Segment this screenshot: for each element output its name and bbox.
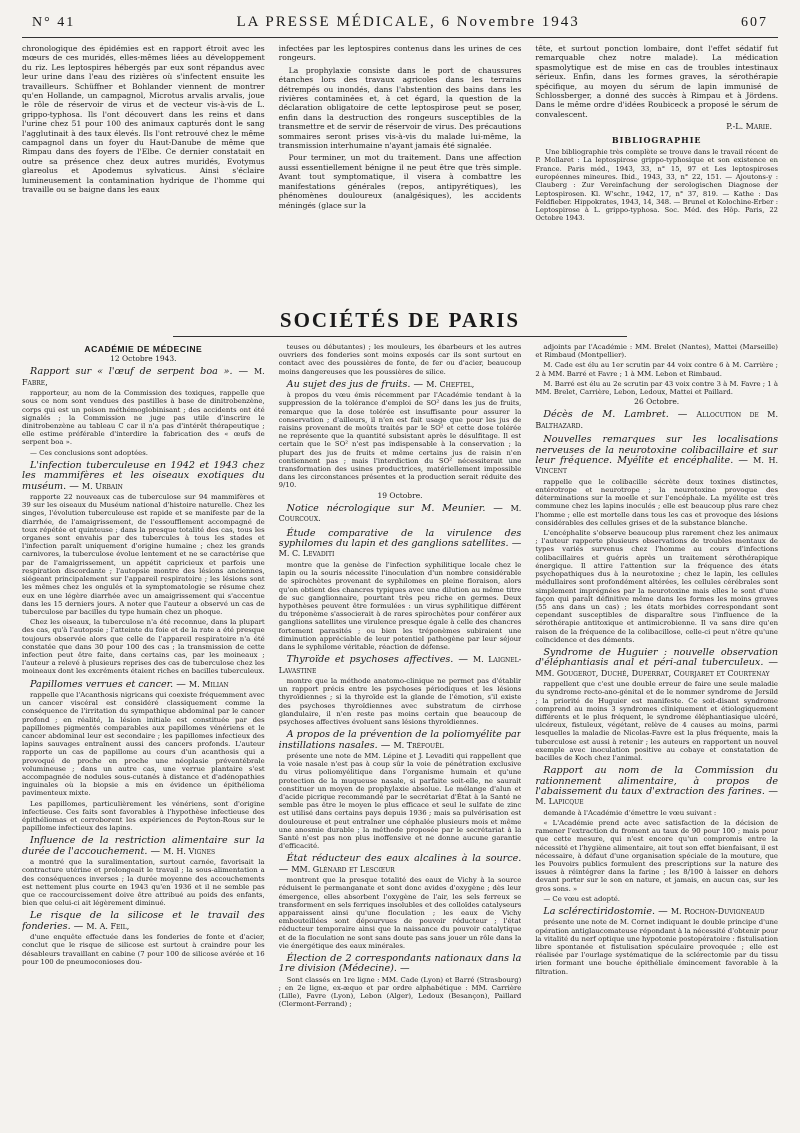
paragraph: rappelle que le colibacille sécrète deux toxines distinctes, entérotrope et neurotrope ; la neurotoxine provoque des déterminations sur la moelle et sur l'encéphale. La myélite est très commune chez les lapins inoculés ; elle est beaucoup plus rare chez l'homme ; elle est mortelle dans tous les cas et provoque des lésions considérables des cellules grises et de la substance blanche. [535,477,779,527]
paragraph: — Ces conclusions sont adoptées. [30,448,148,457]
report-heading: L'infection tuberculeuse en 1942 et 1943 chez les mammifères et les oiseaux exotiques du muséum. — M. Urbain [22,459,265,492]
paragraph: présente une note de MM. Lépine et J. Levaditi qui rappellent que la voie nasale n'est pas à coup sûr la voie de pénétration exclusive du virus poliomyélitique dans l'organisme humain et qu'une protection de la muqueuse nasale, si parfaite soit-elle, ne saurait constituer un moyen de prophylaxie absolue. Le mélange d'alun et d'acide picrique recommandé par le secrétariat d'État à la Santé ne semble pas être le moyen le plus efficace et seul le sulfate de zinc est utilisé dans certains pays depuis 1936 ; mais sa pulvérisation est douloureuse et peut entraîner une céphalée plusieurs mois et même une anosmie durable ; la méthode proposée par le secrétariat à la Santé n'est pas non plus inoffensive et ne donne aucune garantie d'efficacité. [278,751,522,851]
paragraph: rapporte 22 nouveaux cas de tuberculose sur 94 mammifères et 39 sur les oiseaux du Muséum national d'histoire naturelle. Chez les singes, l'évolution tuberculeuse est rapide et se manifeste par de la diarrhée, de l'amaigrissement, de l'essoufflement accompagné de toux répétée et quinteuse ; dans la presque totalité des cas, tous les organes sont envahis par des tubercules à tous les stades et l'infection paraît uniquement d'origine humaine ; chez les grands carnivores, la tuberculose évolue lentement et ne se caractérise que par de l'amaigrissement, un appétit capricieux et parfois une respiration discordante ; l'autopsie montre des lésions anciennes, siégeant principalement sur l'appareil respiratoire ; les lésions sont les mêmes chez les ongulés et la symptomatologie se résume chez eux en une légère diarrhée avec un amaigrissement qui s'accentue dans les 15 derniers jours. A noter que l'auteur a observé un cas de tuberculose par bacilles du type humain chez un phoque. [22,493,265,616]
report-heading: Nouvelles remarques sur les localisations nerveuses de la neurotoxine colibacillaire et sur leur fréquence. Myélite et encéphalite. — M. H. Vincent [535,434,779,476]
bottom-column-3 [535,343,778,1133]
paragraph: montre que la genèse de l'infection syphilitique locale chez le lapin ou la souris nécessite l'inoculation d'un nombre considérable de spirochètes provenant de syphilomes en pleine floraison, alors qu'on obtient des chancres typiques avec une dilution au même titre de suc ganglionnaire, pourtant très peu riche en germes. Deux hypothèses peuvent être formulées : un virus syphilitique différent du tréponème s'associerait à de rares spirochètes pour conférer aux ganglions satellites une virulence presque égale à celle des chancres fortement parasités ; ou bien les tréponèmes subiraient une diminution appréciable de leur potentiel pathogène par leur séjour dans le syphilome véritable, réaction de défense. [278,560,522,651]
session-date: 26 Octobre. [634,397,680,407]
report-heading: Au sujet des jus de fruits. — M. Cheftel, [286,378,475,390]
report-heading: Élection de 2 correspondants nationaux dans la 1re division (Médecine). — [278,953,522,975]
paragraph: La prophylaxie consiste dans le port de chaussures étanches lors des travaux agricoles dans les terrains détrempés ou inondés, dans l'abstention des bains dans les rivières contaminées et, à cet égard, la question de la déclaration obligatoire de cette leptospirose peut se poser, enfin dans la destruction des rongeurs susceptibles de la transmettre et de servir de réservoir de virus. Des précautions sommaires seront prises vis-à-vis du malade lui-même, la transmission interhumaine n'ayant jamais été signalée. [278,65,522,151]
report-heading: Le risque de la silicose et le travail des fonderies. — M. A. Feil, [22,910,265,932]
paragraph: montre que la méthode anatomo-clinique ne permet pas d'établir un rapport précis entre les psychoses périodiques et les lésions thyroïdiennes ; si la thyroïde est la glande de l'émotion, s'il existe des psychoses thyroïdiennes avec substratum de cirrhose glandulaire, il n'en reste pas moins certain que beaucoup de psychoses affectives évoluent sans lésions thyroïdiennes. [278,676,522,726]
report-heading: Rapport sur « l'œuf de serpent boa ». — M. Fabre, [22,366,265,387]
paragraph: d'une enquête effectuée dans les fonderies de fonte et d'acier, conclut que le risque de silicose est surtout à craindre pour les désableurs travaillant en cabine (7 pour 100 de silicose avérée et 16 pour 100 de pneumoconioses dou- [22,933,265,966]
paragraph: M. Barré est élu au 2e scrutin par 43 voix contre 3 à M. Favre ; 1 à MM. Brelet, Carrière, Lebon, Ledoux, Mattei et Paillard. [535,379,779,397]
top-column-3 [535,44,778,304]
report-heading: Papillomes verrues et cancer. — M. Milian [30,678,229,690]
paragraph: — Ce vœu est adopté. [543,894,620,903]
paragraph: tête, et surtout ponction lombaire, dont l'effet sédatif fut remarquable chez notre malade). La médication spasmolytique est de mise en cas de troubles intestinaux sérieux. Enfin, dans les formes graves, la sérothérapie spécifique, au moyen du sérum de lapin immunisé de Schlossberger, a donné des succès à Rimpau et à Jördens. Dans le même ordre d'idées Roubiceck a proposé le sérum de convalescent. [535,44,779,119]
report-heading: Rapport au nom de la Commission du rationnement alimentaire, à propos de l'abaissement du taux d'extraction des farines. — M. Lapicque [535,765,779,807]
session-date: 19 Octobre. [377,490,423,500]
paragraph: Chez les oiseaux, la tuberculose n'a été reconnue, dans la plupart des cas, qu'à l'autopsie ; l'atteinte du foie et de la rate a été presque toujours observée alors que celle de l'appareil respiratoire n'a été constatée que dans 30 pour 100 des cas ; la transmission de cette infection peut être faite, dans certains cas, par les moineaux ; l'auteur a relevé à plusieurs reprises des cas de tuberculose chez les moineaux dont les excréments étaient riches en bacilles tuberculeux. [22,618,265,676]
report-heading: Étude comparative de la virulence des syphilomes du lapin et des ganglions satellites. — M. C. Levaditi [278,527,522,559]
paragraph: demande à l'Académie d'émettre le vœu suivant : [543,808,717,817]
bibliography-title: BIBLIOGRAPHIE [611,134,702,145]
paragraph: rapporteur, au nom de la Commission des toxiques, rappelle que sous ce nom sont vendues des pastilles à base de dinitrobenzène, corps qui est un poison méthémoglobinisant ; des accidents ont été signalés ; la Commission ne juge pas utile d'inscrire le dinitrobenzène au tableau C car il n'a pas d'intérêt thérapeutique ; elle estime préférable d'interdire la fabrication des « œufs de serpent boa ». [22,389,265,447]
paragraph: chronologique des épidémies est en rapport étroit avec les mœurs de ces muridés, elles-mêmes liées au développement du riz. Les leptospires hébergés par eux sont répandus avec leur urine dans l'eau des rizières où s'infectent ensuite les travailleurs. Schüffner et Bohlander viennent de montrer qu'en Hollande, un campagnol, Microtus arvalis arvalis, joue le rôle de réservoir de virus et de vecteur vis-à-vis de L. grippo-typhosa. Ils l'ont découvert dans les reins et dans l'urine chez 51 pour 100 des animaux capturés dont le sang l'agglutinait à des taux élevés. Ils l'ont retrouvé chez le même campagnol dans un foyer du Haut-Danube de même que Rimpau dans des foyers de l'Elbe. Ce dernier constatait en outre sa présence chez deux autres muridés, Evotymus glareolus et Apodemus sylvaticus. Ainsi s'éclaire lumineusement la contamination hydrique de l'homme qui travaille ou se baigne dans les eaux [22,44,265,195]
paragraph: présente une note de M. Cornet indiquant le double principe d'une opération antiglaucomateuse répondant à la nécessité d'obtenir pour la vitalité du nerf optique une hypotonie postopératoire : fistulisation libre spontanée et fistulisation spéculaire provoquée ; elle est réalisée par l'ourlage systématique de la sclérectomie par du tissu irien formant une bouche épithéliale émincement favorable à la filtration. [535,918,779,976]
paragraph: M. Cade est élu au 1er scrutin par 44 voix contre 6 à M. Carrière ; 2 à MM. Barré et Favre ; 1 à MM. Lebon et Rimbaud. [535,361,779,378]
top-column-2 [279,44,522,304]
author-signature: P.-L. Marie. [726,122,773,132]
paragraph: « L'Académie prend acte avec satisfaction de la décision de ramener l'extraction du froment au taux de 90 pour 100 ; mais pour que cette mesure, qui n'est encore qu'un compromis entre la nécessité et l'hygiène alimentaire, ait tout son effet bienfaisant, il est nécessaire, à défaut d'une organisation spéciale de la mouture, que les Pouvoirs publics formulent des prescriptions sur la nature des issues à réintégrer dans la farine ; les 8/100 à laisser en dehors devant porter sur le son en nature, et jamais, en aucun cas, sur les gros sons. » [535,819,779,893]
report-heading: Syndrome de Huguier : nouvelle observation d'éléphantiasis anal et péri-anal tuberculeux. — MM. Gougerot, Duché, Duperrat, Courjaret et Courtenay [535,646,779,678]
top-column-1 [22,44,265,304]
report-heading: État réducteur des eaux alcalines à la source. — MM. Glénard et Lescœur [278,853,522,875]
report-heading: Influence de la restriction alimentaire sur la durée de l'accouchement. — M. H. Vignes [22,835,265,857]
bottom-column-1 [22,343,265,1133]
report-heading: La sclérectiridostomie. — M. Rochon-Duvigneaud [543,906,765,918]
divider [173,336,627,337]
report-heading: A propos de la prévention de la poliomyélite par instillations nasales. — M. Tréfouël [278,729,522,751]
report-heading: Thyroïde et psychoses affectives. — M. Laignel-Lavastine [278,654,522,675]
academy-heading: ACADÉMIE DE MÉDECINE [84,344,203,354]
running-head [22,14,778,38]
society-reports [22,343,778,1133]
report-heading: Notice nécrologique sur M. Meunier. — M. Courcoux. [278,502,522,524]
paragraph: L'encéphalite s'observe beaucoup plus rarement chez les animaux ; l'auteur rapporte plusieurs observations de troubles mentaux de types variés survenus chez l'homme au cours d'infections colibacillaires et guéris après un traitement sérothérapique énergique. Il attire l'attention sur la fréquence des états psychopathiques dus à la neurotoxine ; chez le lapin, les cellules médullaires sont profondément altérées, les cellules cérébrales sont simplement imprégnées par la neurotoxine mais elles le sont d'une façon qui paraît définitive même dans les formes les moins graves (55 ans dans un cas) ; les états morbides correspondant sont cependant susceptibles de disparaître sous l'influence de la sérothérapie antitoxique et antimicrobienne. Il va sans dire qu'en raison de la fréquence de la colibacillose, celle-ci peut n'être qu'une coïncidence et des déments. [535,529,779,644]
paragraph: a montré que la suralimentation, surtout carnée, favorisait la contracture utérine et prolongeait le travail ; la sous-alimentation a des conséquences inverses ; la durée moyenne des accouchements est nettement plus courte en 1943 qu'en 1936 et il ne semble pas que ce raccourcissement doive être attribué au poids des enfants, bien que celui-ci ait légèrement diminué. [22,858,265,908]
paragraph: rappelle que l'Acanthosis nigricans qui coexiste fréquemment avec un cancer viscéral est considéré classiquement comme la conséquence de l'irritation du sympathique abdominal par le cancer profond ; en réalité, la lésion initiale est constituée par des papillomes pigmentés comparables aux papillomes vénériens et le cancer abdominal leur est secondaire ; les papillomes infectieux des lapins sauvages entraînent aussi des cancers profonds. L'auteur rapporte un cas de papillome au cours d'un acanthosis qui a provoqué de proche en proche une néoplasie préventébrale volumineuse ; dans un autre cas, une verrue plantaire s'est accompagnée de nodules sous-cutanés à distance et d'adénopathies inguinales où la biopsie a mis en évidence un épithélioma pavimenteux mixte. [22,690,265,798]
page-number: 607 [740,15,768,30]
bibliography-text: Une bibliographie très complète se trouve dans le travail récent de P. Mollaret : La leptospirose grippo-typhosique et son existence en France. Paris méd., 1943, 33, n° 15, 97 et Les leptospiroses européennes mineures. Ibid., 1943, 33, n° 22, 151. — Ajoutons-y : Clauberg : Zur Vereinfachung der serologischen Diagnose der Leptospirosen. Kl. W'schr., 1942, 17, n° 37, 819. — Kathe : Das Feldfieber. Hippokrates, 1943, 14, 348. — Brunel et Kolochine-Erber : Leptospirose à L. grippo-typhosa. Soc. Méd. des Hôp. Paris, 22 Octobre 1943. [535,148,779,223]
issue-number: N° 41 [32,15,76,30]
paragraph: infectées par les leptospires contenus dans les urines de ces rongeurs. [278,44,522,63]
paragraph: teuses ou débutantes) ; les mouleurs, les ébarbeurs et les autres ouvriers des fonderies sont moins exposés car ils sont surtout en contact avec des poussières de fonte, de fer ou d'acier, beaucoup moins dangereuses que les poussières de silice. [278,343,522,376]
bibliography [535,148,778,223]
paragraph: adjoints par l'Académie : MM. Brelet (Nantes), Mattei (Marseille) et Rimbaud (Montpellier). [535,343,779,360]
paragraph: Les papillomes, particulièrement les vénériens, sont d'origine infectieuse. Ces faits sont favorables à l'hypothèse infectieuse des épithéliomas et corroborent les expériences de Peyton-Rous sur le papillome infectieux des lapins. [22,799,265,833]
journal-title: LA PRESSE MÉDICALE, 6 Novembre 1943 [236,14,580,30]
paragraph: Pour terminer, un mot du traitement. Dans une affection aussi essentiellement bénigne il ne peut être que très simple. Avant tout symptomatique, il visera à combattre les manifestations générales (repos, antipyrétiques), les phénomènes douloureux (analgésiques), les accidents méningés (glace sur la [278,153,522,210]
section-title: SOCIÉTÉS DE PARIS [279,308,521,332]
article-continuation [22,44,778,304]
paragraph: Sont classés en 1re ligne : MM. Cade (Lyon) et Barré (Strasbourg) ; en 2e ligne, ex-æquo et par ordre alphabétique : MM. Carrière (Lille), Favre (Lyon), Lebon (Alger), Ledoux (Besançon), Paillard (Clermont-Ferrand) ; [278,975,522,1009]
paragraph: rappellent que c'est une double erreur de faire une seule maladie du syndrome recto-ano-génital et de le nommer syndrome de Jersild ; la priorité de Huguier est manifeste. Ce soit-disant syndrome comprend au moins 3 syndromes cliniquement et étiologiquement différents et le plus fréquent, le syndrome éléphantiasique ulcéré, ulcéreux, fistuleux, végétant, relève de 4 causes au moins, parmi lesquelles la maladie de Nicolas-Favre est la plus fréquente, mais la tuberculose est aussi à retenir ; les auteurs en rapportent un nouvel exemple avec inoculation positive au cobaye et constatation de bacilles de Koch chez l'animal. [535,680,779,762]
paragraph: à propos du vœu émis récemment par l'Académie tendant à la suppression de la tolérance d'emploi de SO² dans les jus de fruits, remarque que la dose tolérée est insuffisante pour assurer la conservation ; d'ailleurs, il n'en est fait usage que pour les jus de raisins provenant de moûts traités par le SO² et cette dose tolérée ne représente que la quantité subsistant après le désulfitage. Il est certain que le SO² n'est pas indispensable à la conservation ; la plupart des jus de fruits et même certains jus de raisin n'en contiennent pas ; mais l'interdiction du SO² nécessiterait une transformation des usines productrices, matériellement impossible dans les circonstances présentes et la production serait réduite des 9/10. [278,391,522,490]
bottom-column-2 [279,343,522,1133]
paragraph: montrent que la presque totalité des eaux de Vichy à la source réduisent le permanganate et sont donc avides d'oxygène ; dès leur émergence, elles absorbent l'oxygène de l'air, les sels ferreux se transforment en sels ferriques insolubles et des colloïdes catalyseurs apparaissent ainsi qu'une floculation ; les eaux de Vichy embouteillées sont dépourvues de pouvoir réducteur ; l'état réducteur temporaire ainsi que la naissance du pouvoir catalytique et de la floculation ne sont sans doute pas sans jouer un rôle dans la vie énergétique des eaux minérales. [278,876,522,950]
session-date: 12 Octobre 1943. [110,354,177,364]
report-heading: Décès de M. Lambret. — Allocution de M. Balthazard. [535,409,779,430]
